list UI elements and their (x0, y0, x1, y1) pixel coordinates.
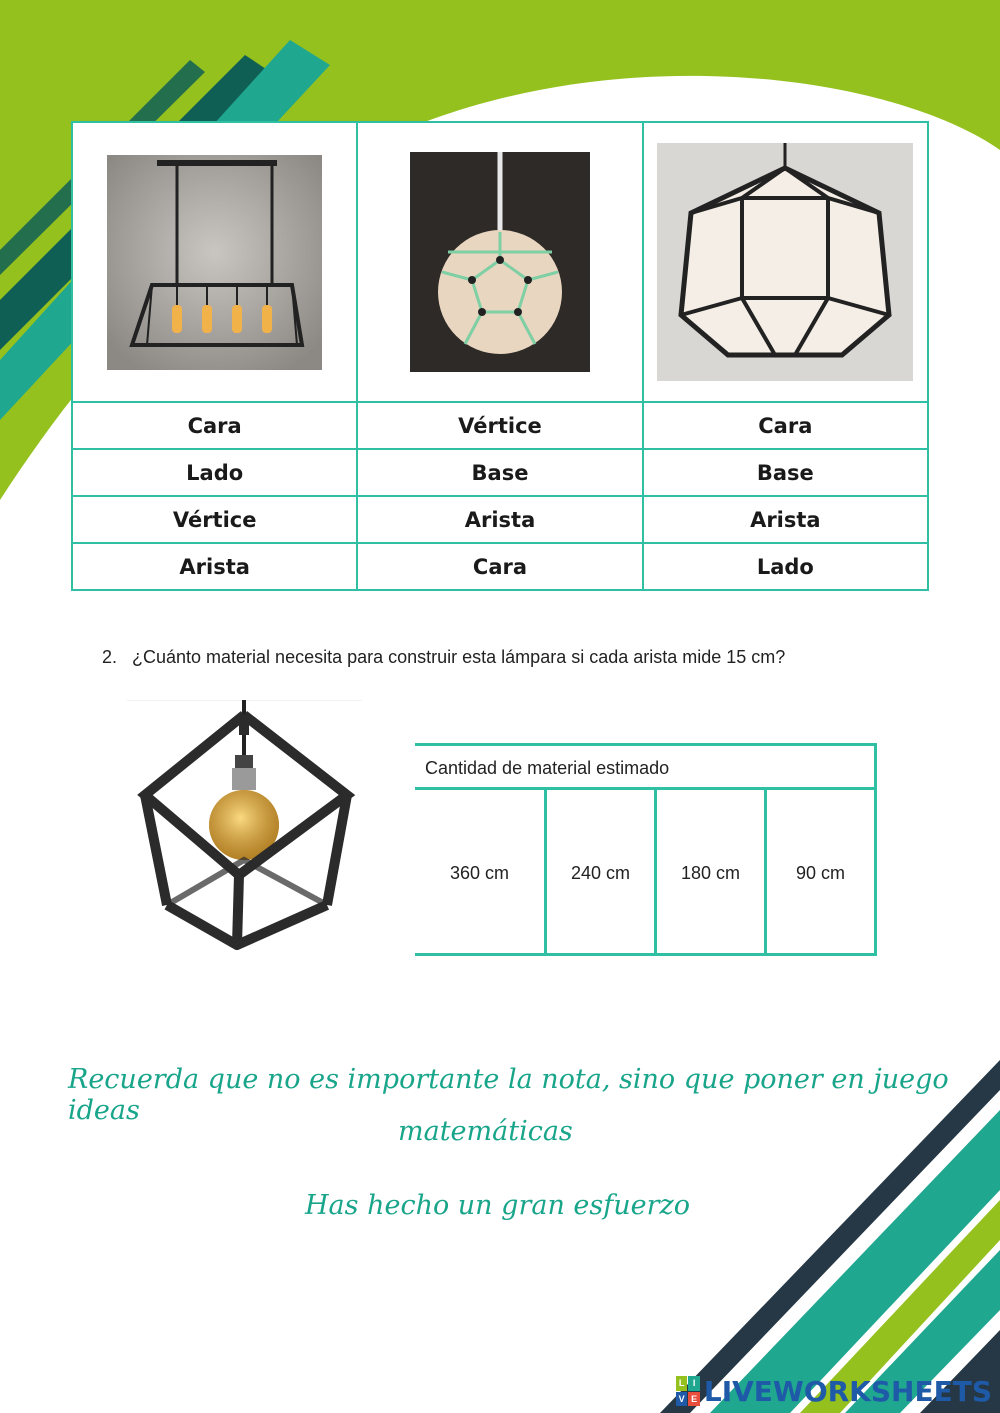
option-360-cm[interactable]: 360 cm (415, 790, 547, 956)
cell-r2-c2[interactable]: Base (357, 449, 642, 496)
lamp-classification-table (71, 121, 929, 591)
cell-r4-c3[interactable]: Lado (643, 543, 928, 590)
brand-name: LIVEWORKSHEETS (703, 1374, 992, 1408)
polyhedron-pendant-lamp-photo (657, 143, 913, 381)
cell-r4-c1[interactable]: Arista (72, 543, 357, 590)
option-240-cm[interactable]: 240 cm (547, 790, 657, 956)
cell-r3-c2[interactable]: Arista (357, 496, 642, 543)
message-line-1: Recuerda que no es importante la nota, sino que poner en juego ideas (68, 1064, 949, 1126)
cell-r1-c2[interactable]: Vértice (357, 402, 642, 449)
option-90-cm[interactable]: 90 cm (795, 862, 846, 883)
liveworksheets-logo-icon: L I V E (676, 1376, 700, 1406)
lamp-image-cell-2 (357, 122, 642, 402)
question-2 (102, 647, 785, 668)
lamp-image-cell-3 (643, 122, 928, 402)
question-number: 2. (102, 647, 118, 667)
material-estimate-table (415, 743, 877, 956)
liveworksheets-brand[interactable] (676, 1373, 992, 1409)
cell-r2-c1[interactable]: Lado (72, 449, 357, 496)
lamp-image-cell-1 (72, 122, 357, 402)
cube-pendant-lamp-photo (127, 700, 362, 950)
cell-r4-c2[interactable]: Cara (357, 543, 642, 590)
question-text: ¿Cuánto material necesita para construir esta lámpara si cada arista mide 15 cm? (132, 647, 786, 667)
rectangular-prism-pendant-lamp-photo (107, 155, 322, 370)
message-line-2: matemáticas (398, 1116, 573, 1147)
cell-r2-c3[interactable]: Base (643, 449, 928, 496)
material-options-row (415, 790, 874, 956)
dodecahedron-pendant-lamp-photo (410, 152, 590, 372)
cell-r1-c1[interactable]: Cara (72, 402, 357, 449)
material-estimate-header: Cantidad de material estimado (415, 746, 874, 790)
message-line-3: Has hecho un gran esfuerzo (305, 1190, 691, 1221)
cell-r3-c3[interactable]: Arista (643, 496, 928, 543)
cell-r1-c3[interactable]: Cara (643, 402, 928, 449)
cell-r3-c1[interactable]: Vértice (72, 496, 357, 543)
option-180-cm[interactable]: 180 cm (657, 790, 767, 956)
